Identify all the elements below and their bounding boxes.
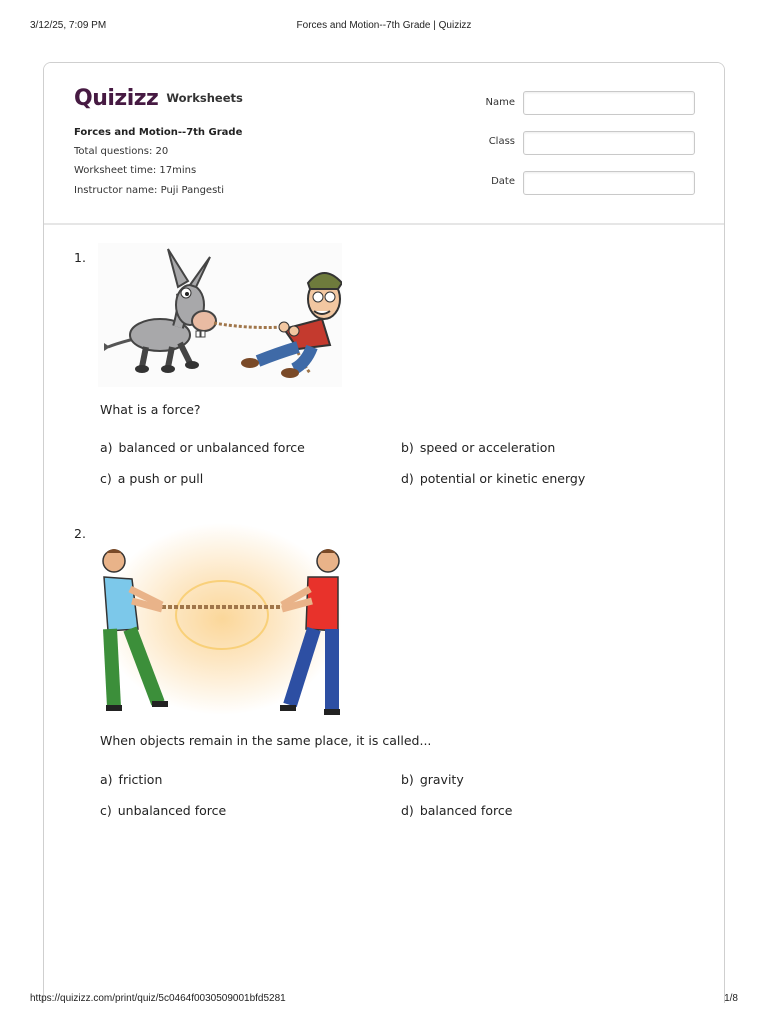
- quizizz-logo: Quizizz: [74, 85, 159, 111]
- date-field[interactable]: [523, 171, 695, 195]
- name-field[interactable]: [523, 91, 695, 115]
- option-a[interactable]: [100, 772, 162, 787]
- option-b[interactable]: [401, 440, 555, 455]
- option-text: speed or acceleration: [419, 440, 556, 455]
- option-c[interactable]: [100, 471, 203, 486]
- class-label: Class: [488, 136, 515, 147]
- question-number: 1.: [74, 250, 86, 265]
- option-letter: d): [401, 803, 414, 818]
- date-label: Date: [491, 176, 515, 187]
- print-url[interactable]: https://quizizz.com/print/quiz/5c0464f0030509001bfd5281: [30, 993, 286, 1004]
- option-text: gravity: [419, 772, 464, 787]
- option-c[interactable]: [100, 803, 226, 818]
- option-text: potential or kinetic energy: [419, 471, 586, 486]
- question-text: What is a force?: [100, 402, 201, 417]
- print-page-title: Forces and Motion--7th Grade | Quizizz: [296, 20, 472, 31]
- option-letter: a): [100, 772, 113, 787]
- option-text: unbalanced force: [117, 803, 227, 818]
- option-text: balanced force: [419, 803, 513, 818]
- brand: [74, 83, 243, 113]
- option-letter: d): [401, 471, 414, 486]
- option-letter: a): [100, 440, 113, 455]
- option-text: a push or pull: [117, 471, 204, 486]
- worksheets-label: Worksheets: [166, 91, 243, 105]
- question-number: 2.: [74, 526, 86, 541]
- donkey-tug-of-war-illustration: [98, 243, 342, 387]
- worksheet-sheet: [43, 62, 725, 1003]
- print-page-number: 1/8: [724, 993, 738, 1004]
- instructor-name: Instructor name: Puji Pangesti: [74, 185, 224, 196]
- option-d[interactable]: [401, 803, 512, 818]
- option-text: balanced or unbalanced force: [118, 440, 305, 455]
- question-text: When objects remain in the same place, it is called...: [100, 733, 432, 748]
- option-b[interactable]: [401, 772, 464, 787]
- option-letter: c): [100, 471, 112, 486]
- worksheet-title: Forces and Motion--7th Grade: [74, 127, 243, 138]
- class-field[interactable]: [523, 131, 695, 155]
- option-letter: b): [401, 440, 414, 455]
- option-text: friction: [118, 772, 163, 787]
- print-datetime: 3/12/25, 7:09 PM: [30, 20, 107, 31]
- total-questions: Total questions: 20: [74, 146, 169, 157]
- two-people-tug-of-war-illustration: [102, 519, 342, 719]
- worksheet-time: Worksheet time: 17mins: [74, 165, 197, 176]
- name-label: Name: [485, 97, 515, 108]
- option-letter: c): [100, 803, 112, 818]
- worksheet-header: [44, 63, 724, 225]
- option-letter: b): [401, 772, 414, 787]
- option-a[interactable]: [100, 440, 305, 455]
- option-d[interactable]: [401, 471, 585, 486]
